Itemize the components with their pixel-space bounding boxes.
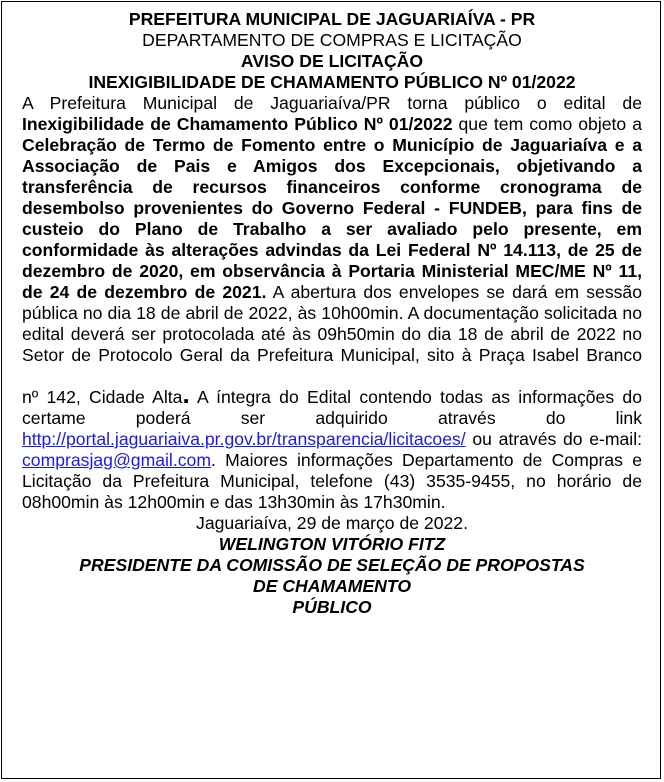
signatory-role-line2: DE CHAMAMENTO [252, 576, 412, 596]
paragraph-info-dot: . [182, 379, 190, 409]
email-link[interactable]: comprasjag@gmail.com [22, 450, 211, 470]
paragraph-main [22, 93, 642, 366]
paragraph-info-contact: . Maiores informações Departamento de Compras e Licitação da Prefeitura Municipal, telefone (43) 3535-9455, no horário de 08h00min às 12h00min e das 13h30min às 17h30min. [22, 450, 642, 512]
edital-link[interactable]: http://portal.jaguariaiva.pr.gov.br/transparencia/licitacoes/ [22, 429, 466, 449]
paragraph-info-or: ou através do e-mail: [465, 429, 642, 449]
paragraph-main-process: Inexigibilidade de Chamamento Público Nº 01/2022 [22, 114, 453, 134]
header-process-title: INEXIGIBILIDADE DE CHAMAMENTO PÚBLICO Nº 01/2022 [88, 72, 576, 92]
blank-line [22, 366, 642, 387]
paragraph-info [22, 379, 642, 513]
header-notice-type: AVISO DE LICITAÇÃO [240, 51, 424, 71]
signatory-name: WELINGTON VITÓRIO FITZ [218, 534, 446, 554]
notice-document [22, 9, 642, 618]
paragraph-info-address: nº 142, Cidade Alta [22, 387, 183, 407]
header-department: DEPARTAMENTO DE COMPRAS E LICITAÇÃO [142, 30, 522, 50]
paragraph-main-object: Celebração de Termo de Fomento entre o Município de Jaguariaíva e a Associação de Pais e Amigos dos Excepcionais, objetivando a transferência de recursos financeiros conforme cronograma de desembolso provenientes do Governo Federal - FUNDEB, para fins de custeio do Plano de Trabalho a ser avaliado pelo presente, em conformidade às alterações advindas da Lei Federal Nº 14.113, de 25 de dezembro de 2020, em observância à Portaria Ministerial MEC/ME Nº 11, de 24 de dezembro de 2021. [22, 135, 642, 302]
paragraph-main-schedule: A abertura dos envelopes se dará em sessão pública no dia 18 de abril de 2022, às 10h00min. A documentação solicitada no edital deverá ser protocolada até às 09h50min do dia 18 de abril de 2022 no Setor de Protocolo Geral da Prefeitura Municipal, sito à Praça Isabel Branco [22, 282, 642, 365]
signatory-role-line1: PRESIDENTE DA COMISSÃO DE SELEÇÃO DE PROPOSTAS [79, 555, 585, 575]
paragraph-main-intro: A Prefeitura Municipal de Jaguariaíva/PR torna público o edital de [22, 93, 642, 113]
notice-date: Jaguariaíva, 29 de março de 2022. [196, 513, 468, 533]
signatory-role-line3: PÚBLICO [292, 597, 372, 617]
header-municipality: PREFEITURA MUNICIPAL DE JAGUARIAÍVA - PR [128, 9, 536, 29]
paragraph-main-connector: que tem como objeto a [452, 114, 642, 134]
paragraph-info-text: A íntegra do Edital contendo todas as informações do certame poderá ser adquirido através do link [22, 387, 642, 428]
